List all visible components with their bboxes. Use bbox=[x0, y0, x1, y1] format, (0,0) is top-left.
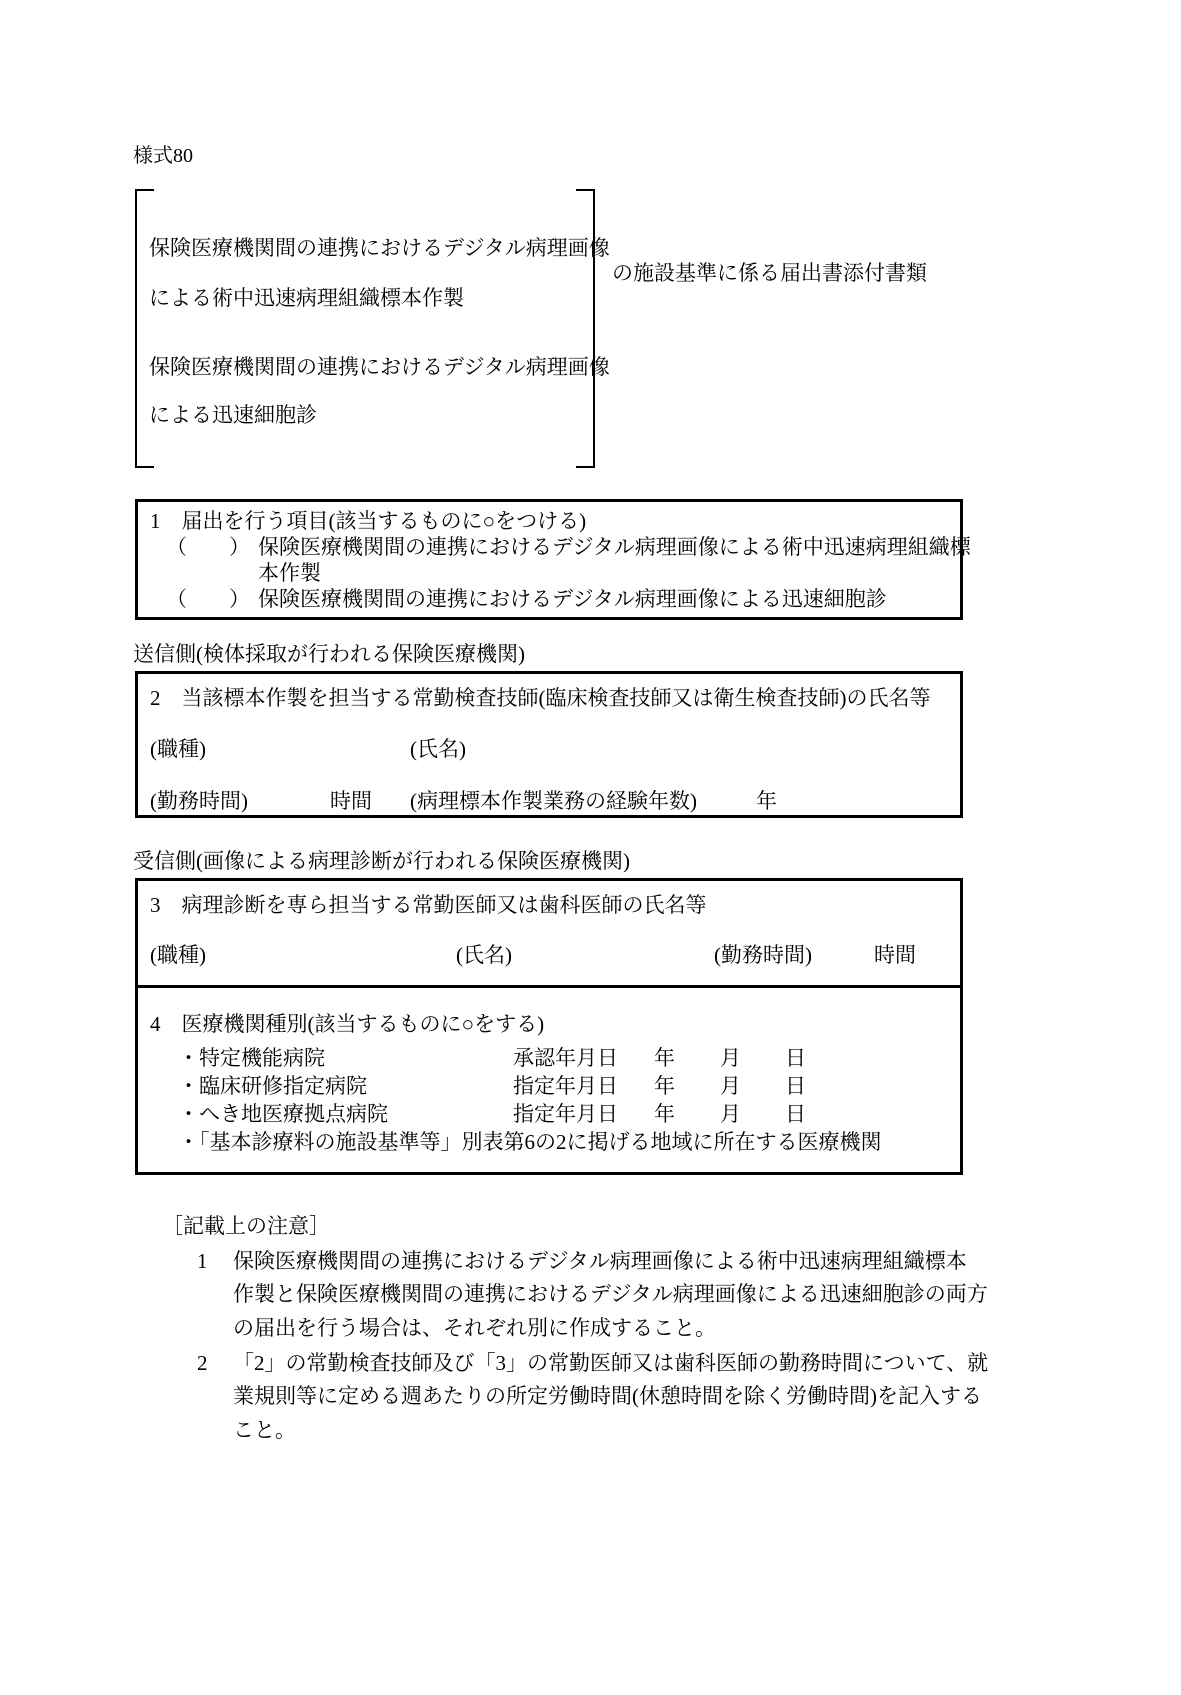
form-number: 様式80 bbox=[133, 145, 193, 167]
month-unit-label: 月 bbox=[720, 1102, 741, 1126]
bracket-line: による迅速細胞診 bbox=[149, 403, 317, 427]
notification-item bbox=[166, 534, 971, 586]
working-hours-label: (勤務時間) bbox=[150, 789, 248, 813]
note-number: 1 bbox=[197, 1249, 208, 1273]
bracket-line: 保険医療機関間の連携におけるデジタル病理画像 bbox=[149, 355, 610, 379]
note-item bbox=[197, 1245, 988, 1345]
name-label: (氏名) bbox=[410, 737, 466, 761]
note-text bbox=[233, 1347, 988, 1447]
note-line: 保険医療機関間の連携におけるデジタル病理画像による術中迅速病理組織標本 bbox=[233, 1249, 967, 1273]
occupation-label: (職種) bbox=[150, 737, 206, 761]
day-unit-label: 日 bbox=[785, 1074, 806, 1098]
facility-standard-suffix: の施設基準に係る届出書添付書類 bbox=[612, 261, 927, 285]
date-label: 承認年月日 bbox=[513, 1046, 618, 1070]
date-label: 指定年月日 bbox=[513, 1102, 618, 1126]
note-line: 業規則等に定める週あたりの所定労働時間(休憩時間を除く労働時間)を記入する bbox=[233, 1384, 982, 1409]
notification-item-text bbox=[258, 534, 971, 586]
day-unit-label: 日 bbox=[785, 1046, 806, 1070]
box2-title: 2 当該標本作製を担当する常勤検査技師(臨床検査技師又は衛生検査技師)の氏名等 bbox=[150, 686, 931, 710]
right-bracket-rule bbox=[576, 189, 595, 468]
year-unit-label: 年 bbox=[654, 1074, 675, 1098]
note-line: 「2」の常勤検査技師及び「3」の常勤医師又は歯科医師の勤務時間について、就 bbox=[233, 1351, 989, 1375]
circle-mark-field: （ ） bbox=[166, 535, 250, 559]
item-line: 保険医療機関間の連携におけるデジタル病理画像による迅速細胞診 bbox=[258, 587, 887, 611]
experience-years-label: (病理標本作製業務の経験年数) bbox=[410, 789, 697, 813]
sender-section-label: 送信側(検体採取が行われる保険医療機関) bbox=[133, 642, 525, 666]
note-item bbox=[197, 1347, 988, 1447]
section-doctor-info bbox=[138, 881, 960, 985]
institution-type-label: ・特定機能病院 bbox=[178, 1046, 325, 1070]
year-unit-label: 年 bbox=[654, 1046, 675, 1070]
notes-heading: ［記載上の注意］ bbox=[162, 1214, 330, 1238]
institution-type-label: ・「基本診療料の施設基準等」別表第6の2に掲げる地域に所在する医療機関 bbox=[178, 1130, 882, 1154]
hours-unit-label: 時間 bbox=[330, 789, 372, 813]
bracket-line: による術中迅速病理組織標本作製 bbox=[149, 286, 464, 310]
institution-type-row bbox=[138, 1042, 960, 1070]
item-line: 保険医療機関間の連携におけるデジタル病理画像による術中迅速病理組織標 bbox=[258, 535, 971, 559]
circle-mark-field: （ ） bbox=[166, 587, 250, 611]
section-institution-type bbox=[138, 985, 960, 1172]
bracket-line: 保険医療機関間の連携におけるデジタル病理画像 bbox=[149, 236, 610, 260]
institution-type-row bbox=[138, 1098, 960, 1126]
month-unit-label: 月 bbox=[720, 1046, 741, 1070]
years-unit-label: 年 bbox=[756, 789, 777, 813]
institution-type-label: ・へき地医療拠点病院 bbox=[178, 1102, 388, 1126]
day-unit-label: 日 bbox=[785, 1102, 806, 1126]
working-hours-label: (勤務時間) bbox=[714, 943, 812, 967]
box-notification-items bbox=[135, 499, 971, 620]
note-number: 2 bbox=[197, 1351, 208, 1375]
note-text bbox=[233, 1245, 988, 1345]
box-doctor-and-institution bbox=[135, 878, 963, 1175]
date-label: 指定年月日 bbox=[513, 1074, 618, 1098]
box4-title: 4 医療機関種別(該当するものに○をする) bbox=[150, 1012, 545, 1036]
institution-type-row bbox=[138, 1070, 960, 1098]
institution-type-row bbox=[138, 1126, 960, 1154]
note-line: の届出を行う場合は、それぞれ別に作成すること。 bbox=[233, 1315, 716, 1340]
box-technician-info bbox=[135, 671, 963, 818]
occupation-label: (職種) bbox=[150, 943, 206, 967]
hours-unit-label: 時間 bbox=[874, 943, 916, 967]
box3-title: 3 病理診断を専ら担当する常勤医師又は歯科医師の氏名等 bbox=[150, 893, 707, 917]
month-unit-label: 月 bbox=[720, 1074, 741, 1098]
receiver-section-label: 受信側(画像による病理診断が行われる保険医療機関) bbox=[133, 849, 630, 873]
notification-item bbox=[166, 586, 948, 612]
name-label: (氏名) bbox=[456, 943, 512, 967]
box1-title: 1 届出を行う項目(該当するものに○をつける) bbox=[150, 509, 587, 533]
note-line: 作製と保険医療機関間の連携におけるデジタル病理画像による迅速細胞診の両方 bbox=[233, 1282, 988, 1307]
item-line: 本作製 bbox=[258, 561, 321, 585]
note-line: こと。 bbox=[233, 1417, 296, 1442]
notification-item-text bbox=[258, 586, 887, 612]
year-unit-label: 年 bbox=[654, 1102, 675, 1126]
institution-type-label: ・臨床研修指定病院 bbox=[178, 1074, 367, 1098]
